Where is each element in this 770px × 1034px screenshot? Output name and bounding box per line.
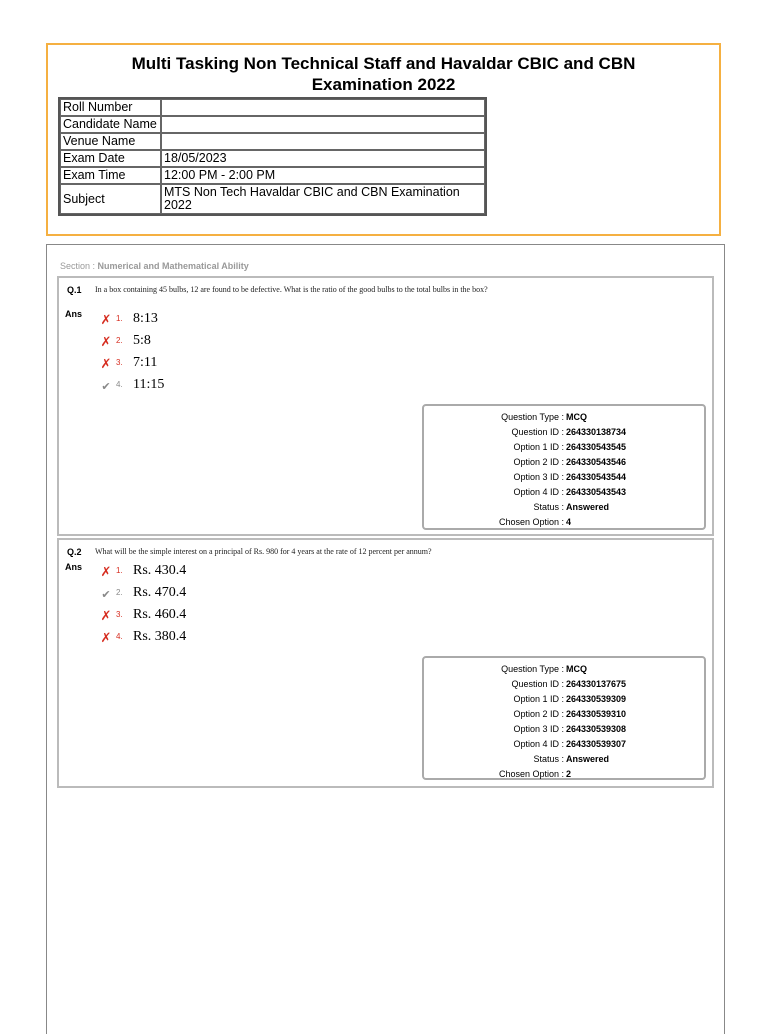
meta-label: Option 4 ID : — [513, 739, 564, 749]
table-row — [60, 184, 485, 214]
option-text: Rs. 430.4 — [133, 563, 187, 578]
question-text: In a box containing 45 bulbs, 12 are found to be defective. What is the ratio of the good bulbs to the total bulbs in the box? — [95, 285, 488, 294]
option-text: 5:8 — [133, 333, 151, 348]
subject-value: MTS Non Tech Havaldar CBIC and CBN Examination 2022 — [161, 184, 485, 214]
cross-icon: ✗ — [100, 334, 112, 349]
exam-date-label: Exam Date — [60, 150, 161, 167]
check-icon: ✔ — [101, 589, 111, 601]
exam-title: Multi Tasking Non Technical Staff and Havaldar CBIC and CBN Examination 2022 — [131, 54, 636, 94]
table-row — [60, 167, 485, 184]
meta-label: Question ID : — [511, 679, 564, 689]
subject-label: Subject — [60, 184, 161, 214]
meta-value: 264330543546 — [566, 457, 627, 467]
exam-header — [46, 43, 721, 236]
exam-time-label: Exam Time — [60, 167, 161, 184]
meta-value: Answered — [566, 754, 610, 764]
meta-value: 264330138734 — [566, 427, 627, 437]
meta-value: 264330543544 — [566, 472, 627, 482]
ans-label: Ans — [65, 309, 83, 319]
venue-name-value — [161, 133, 485, 150]
meta-value: 264330543543 — [566, 487, 627, 497]
option-text: Rs. 380.4 — [133, 629, 187, 644]
meta-label: Question Type : — [501, 664, 564, 674]
option-text: Rs. 460.4 — [133, 607, 187, 622]
meta-label: Option 4 ID : — [513, 487, 564, 497]
cross-icon: ✗ — [100, 608, 112, 623]
meta-value: MCQ — [566, 664, 587, 674]
section-prefix: Section : — [60, 261, 98, 271]
option-number: 3. — [116, 358, 123, 367]
option-text: 11:15 — [133, 377, 165, 392]
table-row — [60, 116, 485, 133]
question-meta-box — [422, 656, 706, 780]
meta-value: 264330539307 — [566, 739, 627, 749]
meta-label: Status : — [533, 502, 564, 512]
table-row — [60, 99, 485, 116]
option-text: Rs. 470.4 — [133, 585, 187, 600]
option-text: 7:11 — [133, 355, 158, 370]
venue-name-label: Venue Name — [60, 133, 161, 150]
option-number: 2. — [116, 588, 123, 597]
question-text: What will be the simple interest on a principal of Rs. 980 for 4 years at the rate of 12 percent per annum? — [95, 547, 432, 556]
meta-label: Chosen Option : — [498, 769, 564, 779]
meta-label: Chosen Option : — [498, 517, 564, 527]
candidate-info-table — [58, 97, 487, 216]
meta-label: Option 2 ID : — [513, 457, 564, 467]
meta-value: 264330543545 — [566, 442, 627, 452]
exam-time-value: 12:00 PM - 2:00 PM — [161, 167, 485, 184]
option-number: 3. — [116, 610, 123, 619]
meta-label: Option 2 ID : — [513, 709, 564, 719]
meta-label: Option 3 ID : — [513, 472, 564, 482]
cross-icon: ✗ — [100, 356, 112, 371]
candidate-name-value — [161, 116, 485, 133]
roll-number-label: Roll Number — [60, 99, 161, 116]
question-number: Q.2 — [67, 547, 82, 557]
option-number: 1. — [116, 314, 123, 323]
option-number: 2. — [116, 336, 123, 345]
meta-value: MCQ — [566, 412, 587, 422]
meta-label: Option 1 ID : — [513, 694, 564, 704]
meta-label: Question Type : — [501, 412, 564, 422]
exam-date-value: 18/05/2023 — [161, 150, 485, 167]
meta-label: Question ID : — [511, 427, 564, 437]
cross-icon: ✗ — [100, 312, 112, 327]
ans-label: Ans — [65, 562, 83, 572]
meta-value: 264330539308 — [566, 724, 627, 734]
section-name: Numerical and Mathematical Ability — [97, 261, 249, 271]
meta-label: Status : — [533, 754, 564, 764]
option-number: 4. — [116, 632, 123, 641]
question-panel-1 — [57, 276, 714, 536]
meta-label: Option 1 ID : — [513, 442, 564, 452]
option-text: 8:13 — [133, 311, 158, 326]
table-row — [60, 133, 485, 150]
meta-label: Option 3 ID : — [513, 724, 564, 734]
meta-value: 264330539309 — [566, 694, 627, 704]
option-number: 1. — [116, 566, 123, 575]
option-number: 4. — [116, 380, 123, 389]
cross-icon: ✗ — [100, 564, 112, 579]
question-number: Q.1 — [67, 285, 82, 295]
meta-value: Answered — [566, 502, 610, 512]
check-icon: ✔ — [101, 381, 111, 393]
meta-value: 264330539310 — [566, 709, 627, 719]
roll-number-value — [161, 99, 485, 116]
table-row — [60, 150, 485, 167]
candidate-name-label: Candidate Name — [60, 116, 161, 133]
meta-value: 264330137675 — [566, 679, 627, 689]
meta-value: 2 — [566, 769, 572, 779]
question-meta-box — [422, 404, 706, 530]
cross-icon: ✗ — [100, 630, 112, 645]
meta-value: 4 — [566, 517, 572, 527]
question-panel-2 — [57, 538, 714, 788]
section-label — [60, 261, 249, 271]
